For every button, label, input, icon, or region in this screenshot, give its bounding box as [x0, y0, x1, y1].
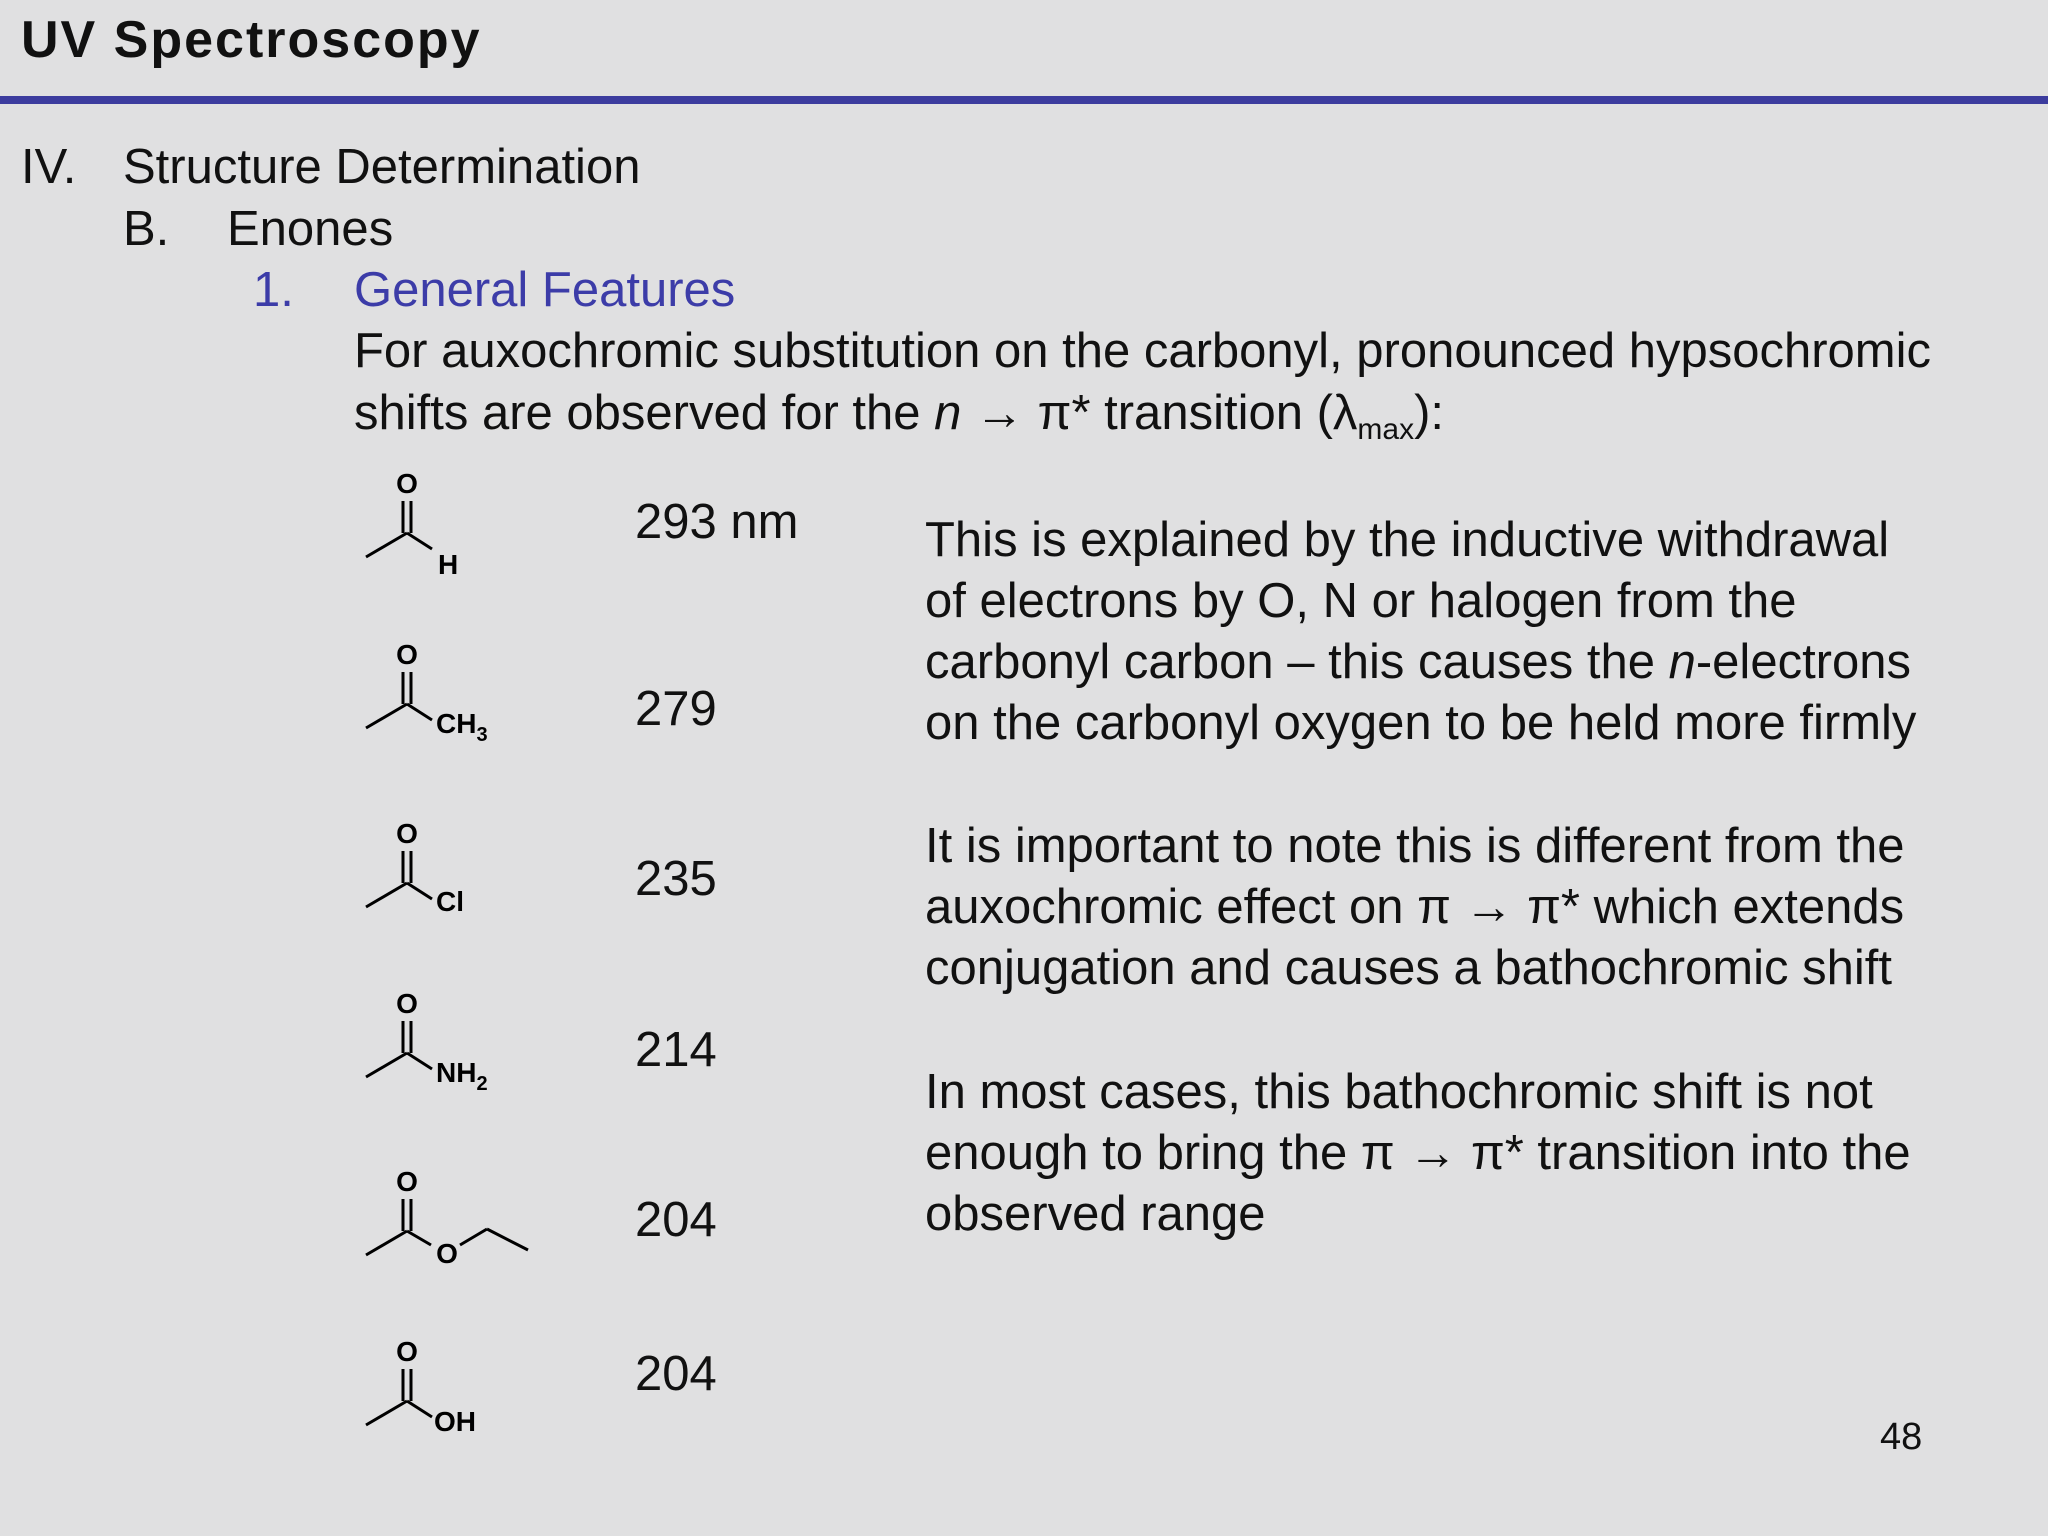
section-number: IV. [21, 140, 77, 194]
carbonyl-oxygen-label: O [396, 988, 418, 1019]
substituent-label: H [438, 549, 459, 580]
acetamide-structure [360, 985, 540, 1095]
lambda-value: 204 [635, 1347, 717, 1401]
acetic-acid-structure [360, 1333, 540, 1443]
explanation-paragraph-2: It is important to note this is different from the auxochromic effect on π → π* which extends conjugation and causes a bathochromic shift [925, 819, 1905, 995]
carbonyl-oxygen-label: O [396, 639, 418, 670]
carbonyl-oxygen-label: O [396, 1336, 418, 1367]
carbonyl-oxygen-label: O [396, 818, 418, 849]
subsection-number: B. [123, 202, 170, 256]
explanation-paragraph-1: This is explained by the inductive withdrawal of electrons by O, N or halogen from the carbonyl carbon – this causes the n-electrons on the carbonyl oxygen to be held more firmly [925, 513, 1917, 750]
substituent-label: $NH_2$ [436, 1057, 488, 1095]
substituent-label: Cl [436, 886, 464, 917]
intro-line-2: shifts are observed for the n → π* transition $(\lambda_{max})$: [354, 386, 1445, 446]
subsection-title: Enones [227, 202, 394, 256]
intro-line-1: For auxochromic substitution on the carbonyl, pronounced hypsochromic [354, 324, 1931, 378]
substituent-label: $CH_3$ [436, 708, 488, 746]
substituent-label: OH [434, 1406, 476, 1437]
item-title: General Features [354, 263, 736, 317]
lambda-value: 204 [635, 1193, 717, 1247]
item-number: 1. [253, 263, 294, 317]
title-rule [0, 96, 2048, 104]
slide-title: UV Spectroscopy [21, 11, 482, 69]
lambda-value: 293 nm [635, 495, 799, 549]
acetyl-chloride-structure [360, 815, 540, 925]
carbonyl-oxygen-label: O [396, 1166, 418, 1197]
acetone-structure [360, 636, 540, 746]
explanation-paragraph-3: In most cases, this bathochromic shift is not enough to bring the π → π* transition into the observed range [925, 1065, 1911, 1241]
ester-oxygen-label: O [436, 1238, 458, 1269]
carbonyl-oxygen-label: O [396, 468, 418, 499]
lambda-value: 279 [635, 682, 717, 736]
ethyl-acetate-structure [360, 1163, 560, 1273]
lambda-value: 214 [635, 1023, 717, 1077]
lambda-value: 235 [635, 852, 717, 906]
section-title: Structure Determination [123, 140, 641, 194]
page-number: 48 [1880, 1416, 1923, 1458]
acetaldehyde-structure [360, 465, 540, 580]
